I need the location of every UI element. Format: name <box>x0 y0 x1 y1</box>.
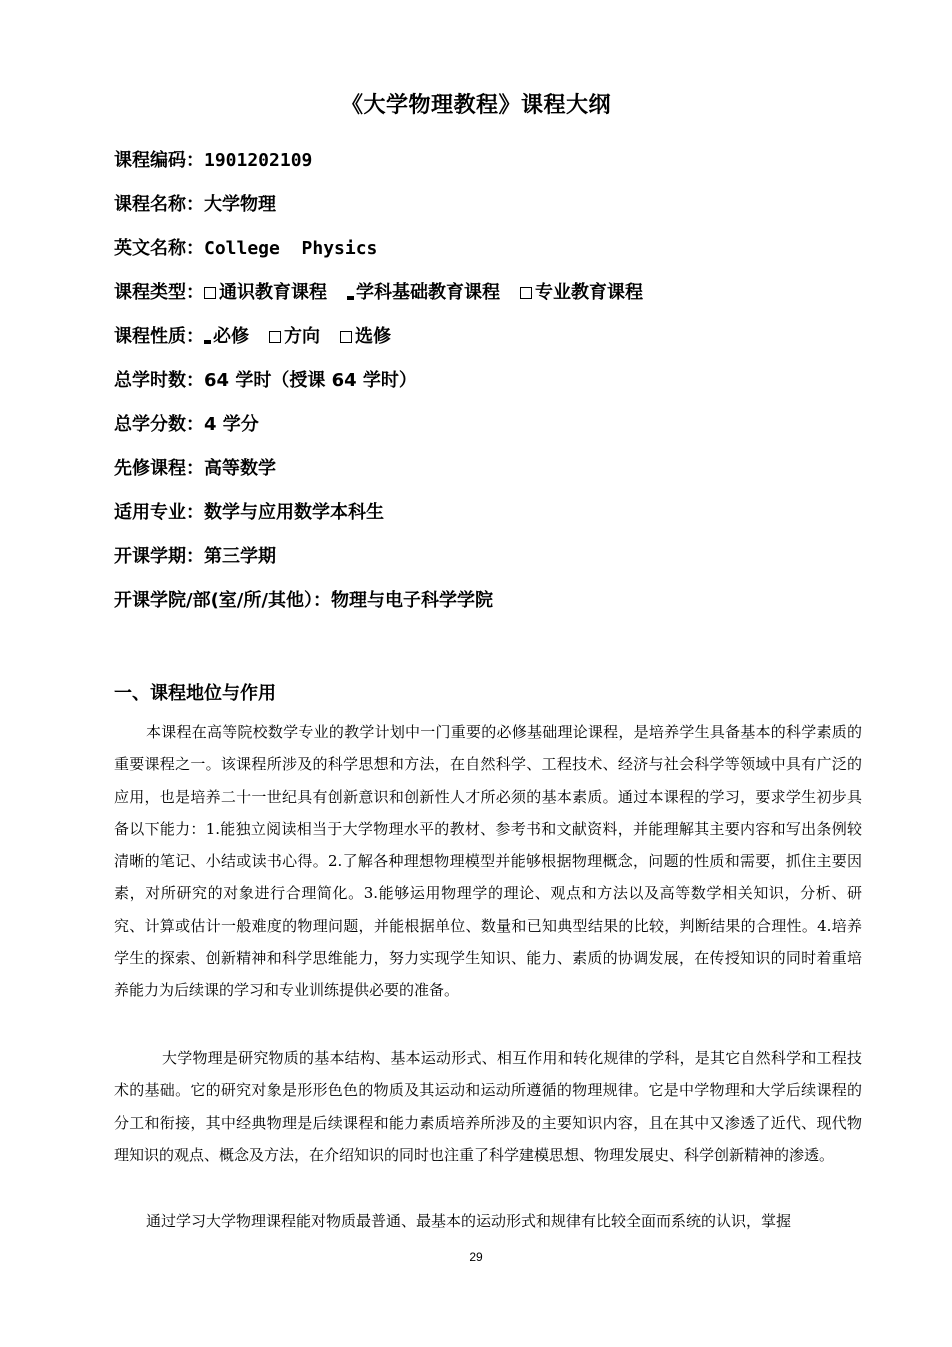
body-paragraph: 本课程在高等院校数学专业的教学计划中一门重要的必修基础理论课程，是培养学生具备基本的科学素质的重要课程之一。该课程所涉及的科学思想和方法，在自然科学、工程技术、经济与社会科学等领域中具有广泛的应用，也是培养二十一世纪具有创新意识和创新性人才所必须的基本素质。通过本课程的学习，要求学生初步具备以下能力：1.能独立阅读相当于大学物理水平的教材、参考书和文献资料，并能理解其主要内容和写出条例较清晰的笔记、小结或读书心得。2.了解各种理想物理模型并能够根据物理概念，问题的性质和需要，抓住主要因素，对所研究的对象进行合理简化。3.能够运用物理学的理论、观点和方法以及高等数学相关知识，分析、研究、计算或估计一般难度的物理问题，并能根据单位、数量和已知典型结果的比较，判断结果的合理性。4.培养学生的探索、创新精神和科学思维能力，努力实现学生知识、能力、素质的协调发展，在传授知识的同时着重培养能力为后续课的学习和专业训练提供必要的准备。 <box>114 723 862 1000</box>
section-heading: 一、课程地位与作用 <box>114 683 276 704</box>
course-name-value: 大学物理 <box>204 194 276 215</box>
applicable-major-row <box>114 500 384 526</box>
body-paragraph: 通过学习大学物理课程能对物质最普通、最基本的运动形式和规律有比较全面而系统的认识，掌握 <box>146 1212 792 1230</box>
semester-label: 开课学期： <box>114 546 204 567</box>
applicable-major-value: 数学与应用数学本科生 <box>204 502 384 523</box>
prerequisite-row <box>114 456 276 482</box>
total-credits-value: 4 学分 <box>204 414 259 435</box>
course-code-value: 1901202109 <box>204 150 313 171</box>
course-type-option-major: 专业教育课程 <box>520 280 643 306</box>
empty-checkbox-icon <box>520 287 532 299</box>
document-title: 《大学物理教程》课程大纲 <box>340 93 611 118</box>
empty-checkbox-icon <box>340 331 352 343</box>
selected-checkbox-icon <box>204 340 211 344</box>
course-type-label: 课程类型： <box>114 282 204 303</box>
total-credits-label: 总学分数： <box>114 414 204 435</box>
department-label: 开课学院/部(室/所/其他）： <box>114 590 331 611</box>
course-code-row <box>114 148 312 174</box>
course-nature-row <box>114 324 411 350</box>
course-type-option-discipline: 学科基础教育课程 <box>347 280 500 306</box>
selected-checkbox-icon <box>347 296 354 300</box>
english-name-value: College Physics <box>204 238 378 259</box>
total-credits-row <box>114 412 259 438</box>
total-hours-value: 64 学时（授课 64 学时） <box>204 370 417 391</box>
course-name-label: 课程名称： <box>114 194 204 215</box>
course-name-row <box>114 192 276 218</box>
department-row <box>114 588 493 614</box>
course-type-option-general: 通识教育课程 <box>204 280 327 306</box>
total-hours-label: 总学时数： <box>114 370 204 391</box>
course-type-row <box>114 280 663 306</box>
prerequisite-label: 先修课程： <box>114 458 204 479</box>
course-nature-option-elective: 选修 <box>340 324 391 350</box>
page-number: 29 <box>469 1250 483 1264</box>
english-name-label: 英文名称： <box>114 238 204 259</box>
prerequisite-value: 高等数学 <box>204 458 276 479</box>
department-value: 物理与电子科学学院 <box>330 590 493 611</box>
total-hours-row <box>114 368 417 394</box>
course-nature-label: 课程性质： <box>114 326 204 347</box>
empty-checkbox-icon <box>269 331 281 343</box>
course-nature-option-direction: 方向 <box>269 324 320 350</box>
semester-value: 第三学期 <box>204 546 276 567</box>
applicable-major-label: 适用专业： <box>114 502 204 523</box>
body-paragraph: 大学物理是研究物质的基本结构、基本运动形式、相互作用和转化规律的学科，是其它自然科学和工程技术的基础。它的研究对象是形形色色的物质及其运动和运动所遵循的物理规律。它是中学物理和大学后续课程的分工和衔接，其中经典物理是后续课程和能力素质培养所涉及的主要知识内容，且在其中又渗透了近代、现代物理知识的观点、概念及方法，在介绍知识的同时也注重了科学建模思想、物理发展史、科学创新精神的渗透。 <box>114 1049 862 1164</box>
course-code-label: 课程编码： <box>114 150 204 171</box>
semester-row <box>114 544 276 570</box>
course-nature-option-required: 必修 <box>204 324 249 350</box>
empty-checkbox-icon <box>204 287 216 299</box>
english-name-row <box>114 236 377 262</box>
